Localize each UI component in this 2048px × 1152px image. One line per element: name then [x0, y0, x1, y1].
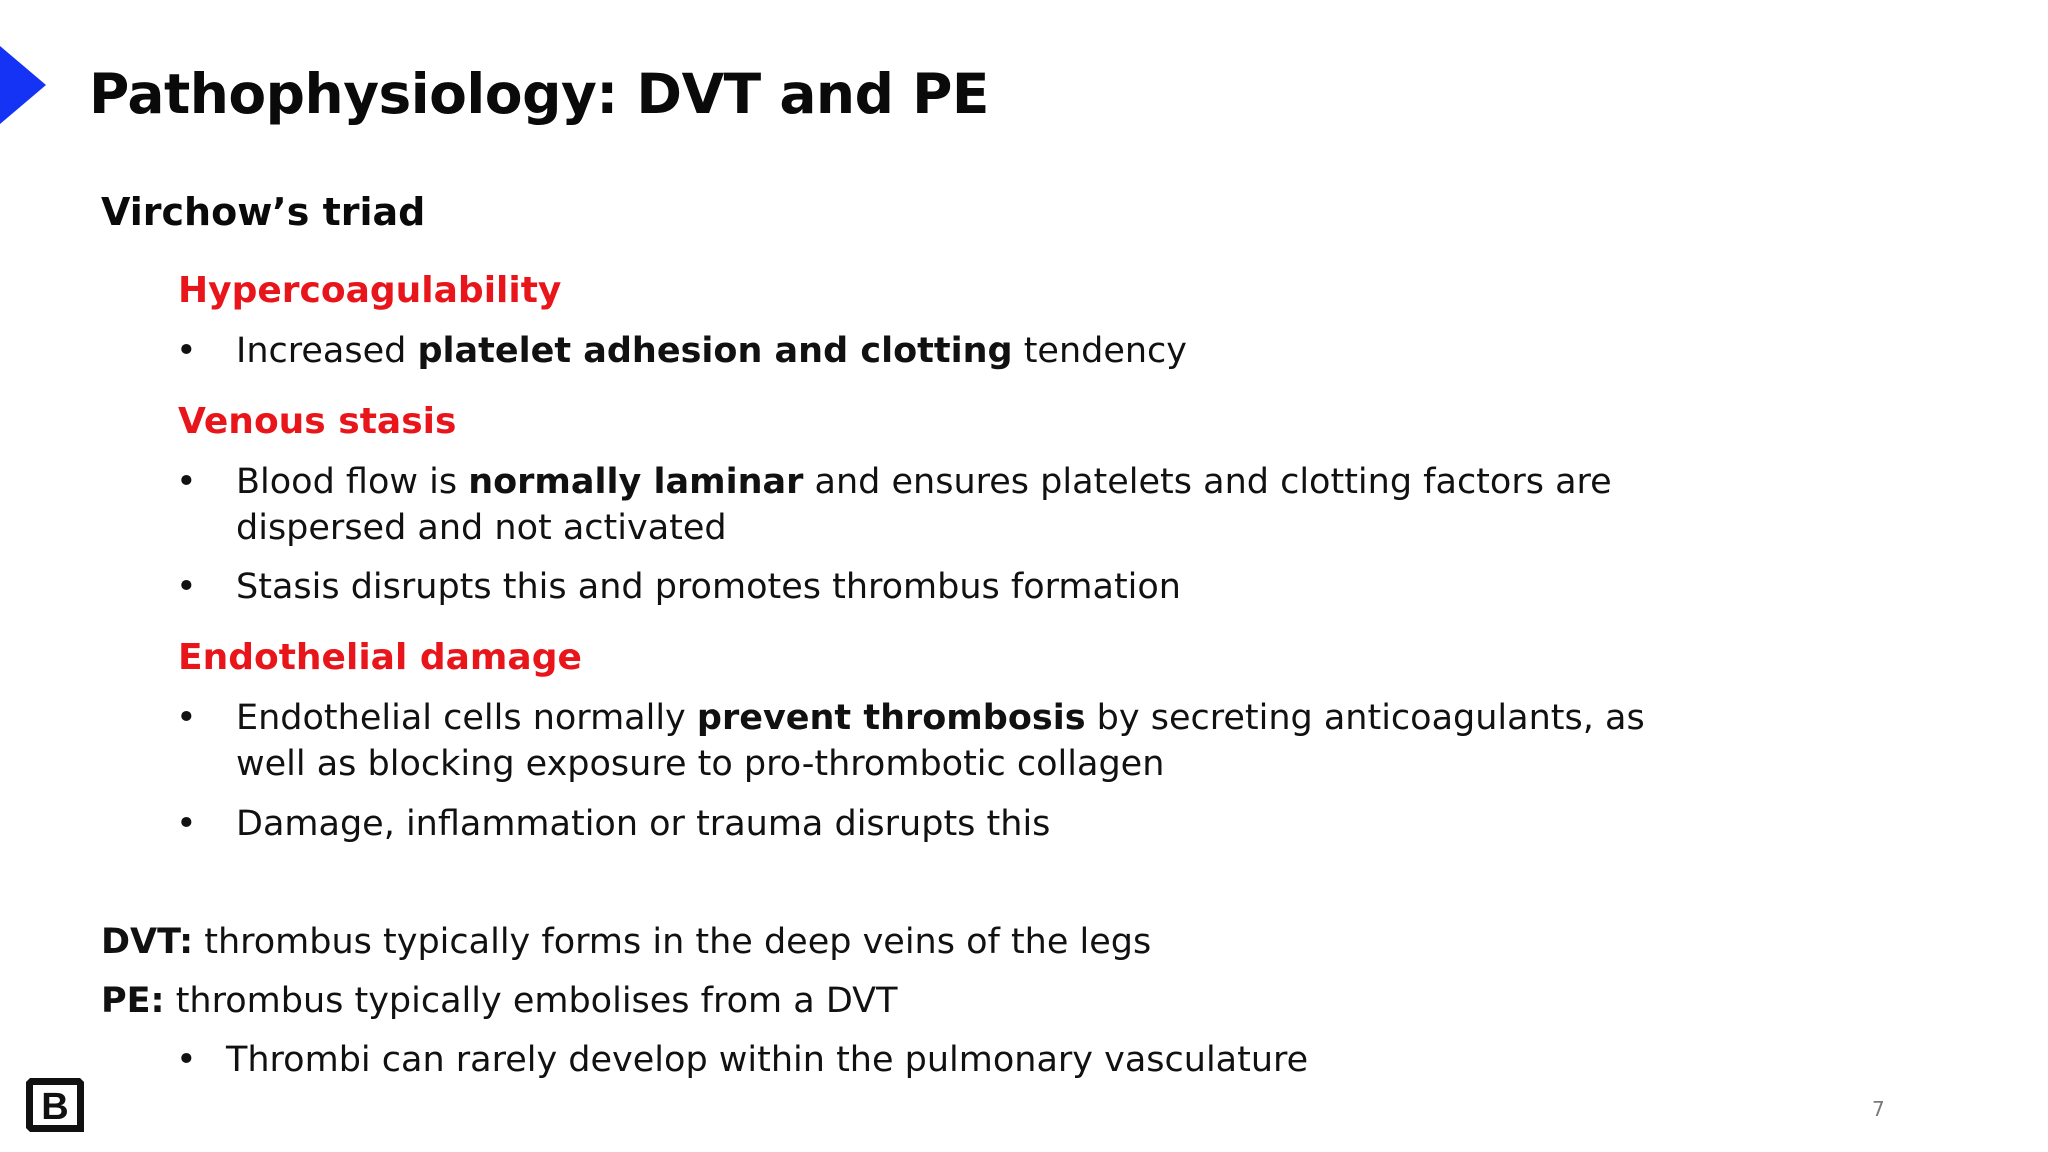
definition-label: PE:	[101, 981, 165, 1021]
factor-heading-hypercoagulability: Hypercoagulability	[178, 270, 562, 311]
chevron-right-icon	[0, 46, 46, 124]
b-logo-icon	[24, 1076, 86, 1134]
bold-text: prevent thrombosis	[696, 698, 1086, 738]
text-span: Increased	[236, 331, 418, 371]
bullet-text: Damage, inflammation or trauma disrupts this	[236, 804, 1051, 844]
bullet-item	[176, 1037, 1696, 1083]
factor-heading-endothelial-damage: Endothelial damage	[178, 637, 582, 678]
text-span: tendency	[1012, 331, 1188, 371]
section-heading-virchows-triad: Virchow’s triad	[101, 190, 426, 234]
definition-label: DVT:	[101, 922, 194, 962]
bullet-marker: •	[176, 698, 197, 738]
bullet-text	[236, 328, 1696, 374]
bullet-item	[176, 564, 1696, 610]
definition-dvt	[101, 919, 1151, 965]
bullet-text	[236, 459, 1696, 551]
page-title: Pathophysiology: DVT and PE	[89, 62, 989, 126]
bold-text: platelet adhesion and clotting	[417, 331, 1013, 371]
bullet-text: Stasis disrupts this and promotes thrombus formation	[236, 567, 1181, 607]
bold-text: normally laminar	[468, 462, 804, 502]
definition-text: thrombus typically embolises from a DVT	[164, 981, 898, 1021]
bullet-marker: •	[176, 331, 197, 371]
bullet-marker: •	[176, 1040, 197, 1080]
bullet-item	[176, 695, 1696, 787]
bullet-text: Thrombi can rarely develop within the pulmonary vasculature	[226, 1040, 1309, 1080]
text-span: Blood flow is	[236, 462, 469, 502]
logo-letter: B	[41, 1086, 69, 1128]
definition-text: thrombus typically forms in the deep veins of the legs	[193, 922, 1152, 962]
definition-pe	[101, 978, 897, 1024]
page-number: 7	[1872, 1097, 1885, 1121]
bullet-marker: •	[176, 804, 197, 844]
text-span: and ensures platelets and clotting factors are dispersed and not activated	[236, 462, 1612, 548]
bullet-item	[176, 801, 1696, 847]
bullet-item	[176, 459, 1696, 551]
bullet-marker: •	[176, 567, 197, 607]
bullet-item	[176, 328, 1696, 374]
text-span: Endothelial cells normally	[236, 698, 697, 738]
text-span: by secreting anticoagulants, as well as blocking exposure to pro-thrombotic collagen	[236, 698, 1645, 784]
bullet-marker: •	[176, 462, 197, 502]
factor-heading-venous-stasis: Venous stasis	[178, 401, 457, 442]
bullet-text	[236, 695, 1696, 787]
